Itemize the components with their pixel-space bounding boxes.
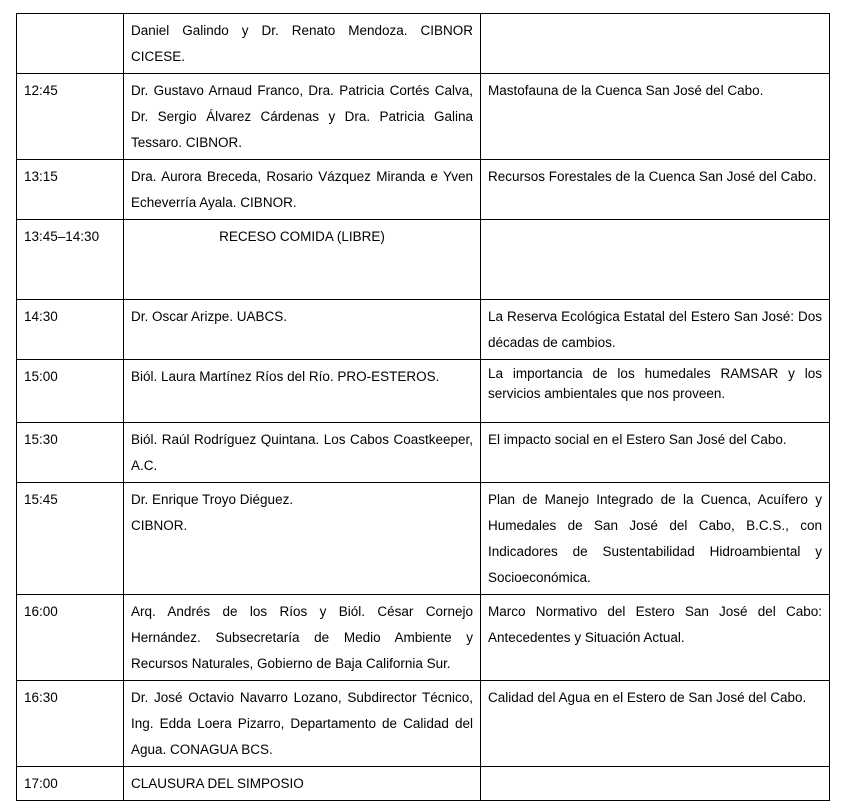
- table-row: [17, 681, 830, 767]
- time-cell: 15:45: [17, 483, 124, 595]
- table-row: [17, 74, 830, 160]
- speaker-cell: Dr. José Octavio Navarro Lozano, Subdirector Técnico, Ing. Edda Loera Pizarro, Departamento de Calidad del Agua. CONAGUA BCS.: [124, 681, 481, 767]
- topic-cell: Plan de Manejo Integrado de la Cuenca, Acuífero y Humedales de San José del Cabo, B.C.S., con Indicadores de Sustentabilidad Hidroambiental y Socioeconómica.: [481, 483, 830, 595]
- topic-cell: [481, 14, 830, 74]
- time-cell: 13:15: [17, 160, 124, 220]
- topic-cell: [481, 220, 830, 300]
- topic-cell: [481, 767, 830, 801]
- table-row: [17, 160, 830, 220]
- speaker-cell: Daniel Galindo y Dr. Renato Mendoza. CIBNOR CICESE.: [124, 14, 481, 74]
- topic-cell: Recursos Forestales de la Cuenca San José del Cabo.: [481, 160, 830, 220]
- time-cell: 12:45: [17, 74, 124, 160]
- table-row: [17, 220, 830, 300]
- table-row: [17, 767, 830, 801]
- speaker-cell: Biól. Raúl Rodríguez Quintana. Los Cabos Coastkeeper, A.C.: [124, 423, 481, 483]
- speaker-cell: Dr. Oscar Arizpe. UABCS.: [124, 300, 481, 360]
- table-row: [17, 423, 830, 483]
- speaker-cell: Dra. Aurora Breceda, Rosario Vázquez Miranda e Yven Echeverría Ayala. CIBNOR.: [124, 160, 481, 220]
- schedule-table: [16, 13, 830, 801]
- topic-cell: La importancia de los humedales RAMSAR y los servicios ambientales que nos proveen.: [481, 360, 830, 423]
- speaker-affiliation: CIBNOR.: [131, 518, 188, 533]
- topic-cell: Calidad del Agua en el Estero de San José del Cabo.: [481, 681, 830, 767]
- document-page: [16, 13, 830, 801]
- speaker-name: Dr. Enrique Troyo Diéguez.: [131, 492, 294, 507]
- topic-cell: Marco Normativo del Estero San José del Cabo: Antecedentes y Situación Actual.: [481, 595, 830, 681]
- topic-cell: El impacto social en el Estero San José del Cabo.: [481, 423, 830, 483]
- time-cell: 14:30: [17, 300, 124, 360]
- break-cell: RECESO COMIDA (LIBRE): [124, 220, 481, 300]
- time-cell: [17, 14, 124, 74]
- table-row: [17, 300, 830, 360]
- time-cell: 17:00: [17, 767, 124, 801]
- time-cell: 13:45–14:30: [17, 220, 124, 300]
- time-cell: 16:30: [17, 681, 124, 767]
- speaker-cell: Dr. Gustavo Arnaud Franco, Dra. Patricia Cortés Calva, Dr. Sergio Álvarez Cárdenas y Dra. Patricia Galina Tessaro. CIBNOR.: [124, 74, 481, 160]
- speaker-cell: [124, 483, 481, 595]
- table-row: [17, 483, 830, 595]
- topic-cell: La Reserva Ecológica Estatal del Estero San José: Dos décadas de cambios.: [481, 300, 830, 360]
- table-row: [17, 14, 830, 74]
- table-row: [17, 360, 830, 423]
- topic-cell: Mastofauna de la Cuenca San José del Cabo.: [481, 74, 830, 160]
- table-row: [17, 595, 830, 681]
- time-cell: 15:00: [17, 360, 124, 423]
- time-cell: 15:30: [17, 423, 124, 483]
- speaker-cell: Arq. Andrés de los Ríos y Biól. César Cornejo Hernández. Subsecretaría de Medio Ambiente y Recursos Naturales, Gobierno de Baja California Sur.: [124, 595, 481, 681]
- time-cell: 16:00: [17, 595, 124, 681]
- closing-cell: CLAUSURA DEL SIMPOSIO: [124, 767, 481, 801]
- speaker-cell: Biól. Laura Martínez Ríos del Río. PRO-ESTEROS.: [124, 360, 481, 423]
